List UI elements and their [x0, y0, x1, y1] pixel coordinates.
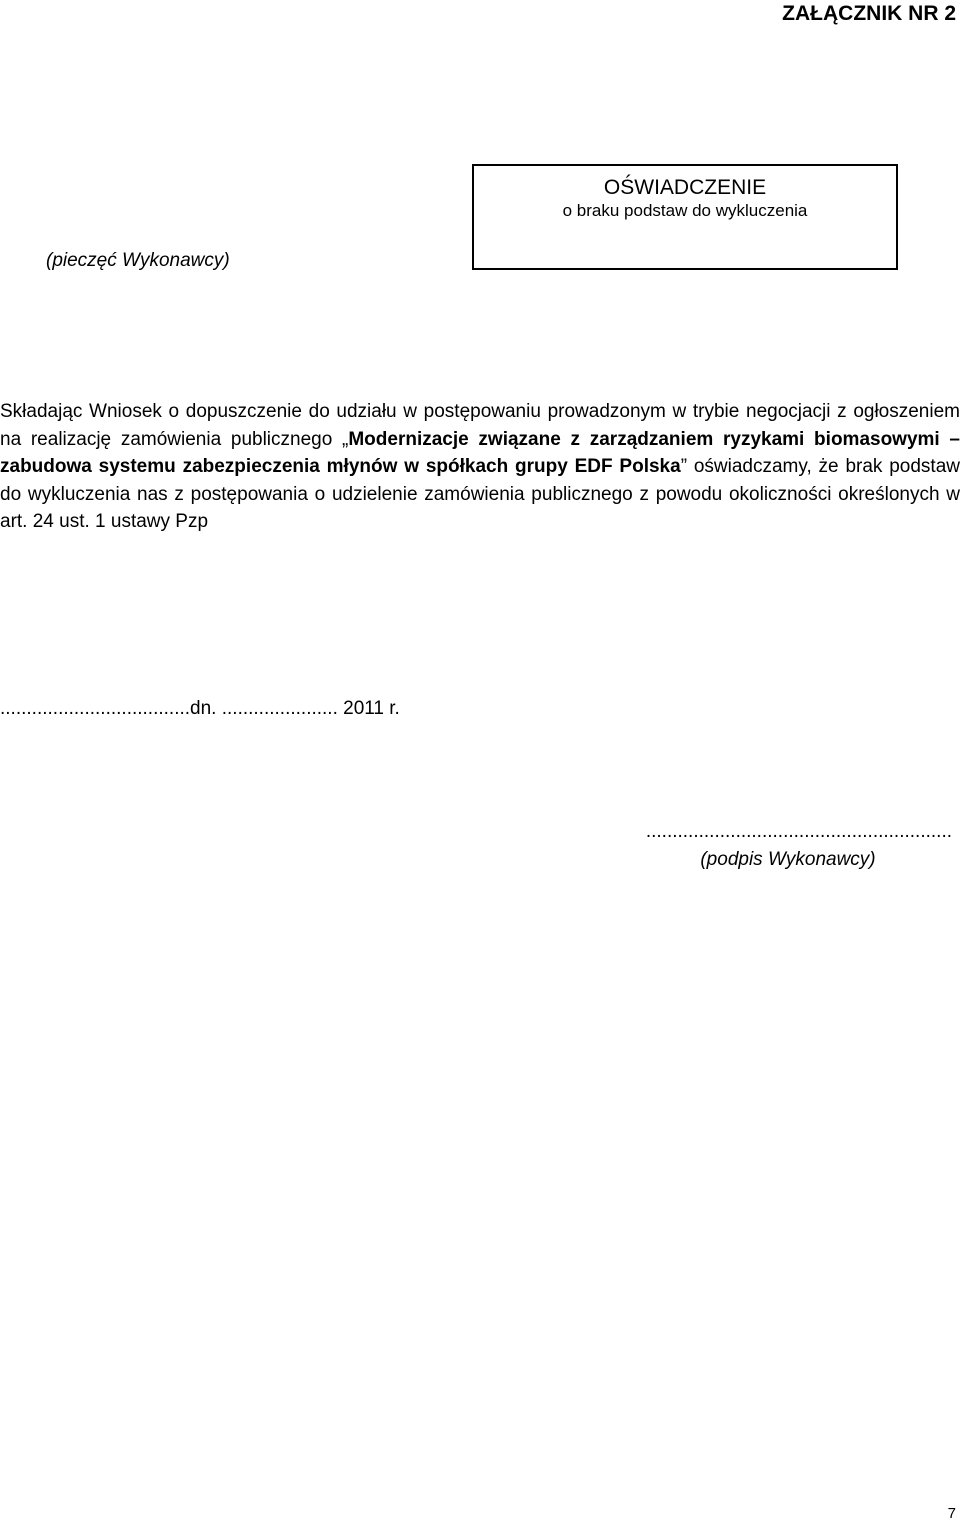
statement-subheading: o braku podstaw do wykluczenia	[562, 201, 808, 220]
body-text-conclusion: ” oświadczamy, że brak podstaw do wykluczenia nas z postępowania o udzielenie zamówienia publicznego z powodu okoliczności określonych w art. 24 ust. 1 ustawy Pzp	[0, 456, 960, 532]
attachment-title: ZAŁĄCZNIK NR 2	[782, 2, 956, 25]
page-number: 7	[947, 1505, 956, 1522]
signature-block	[628, 818, 952, 874]
body-text-intro: Składając Wniosek o dopuszczenie do udziału w postępowaniu prowadzonym w trybie negocjacji z ogłoszeniem na realizację zamówienia publicznego „	[0, 401, 960, 450]
date-line: ....................................dn. ...................... 2011 r.	[0, 698, 400, 719]
signature-label: (podpis Wykonawcy)	[700, 849, 876, 870]
contractor-stamp-label: (pieczęć Wykonawcy)	[46, 250, 230, 271]
procurement-title: Modernizacje związane z zarządzaniem ryzykami biomasowymi – zabudowa systemu zabezpieczenia młynów w spółkach grupy EDF Polska	[0, 428, 960, 477]
signature-dots: ..........................................................	[645, 821, 952, 842]
statement-heading: OŚWIADCZENIE	[603, 176, 767, 199]
statement-body-paragraph	[0, 398, 960, 536]
statement-box	[472, 164, 898, 270]
